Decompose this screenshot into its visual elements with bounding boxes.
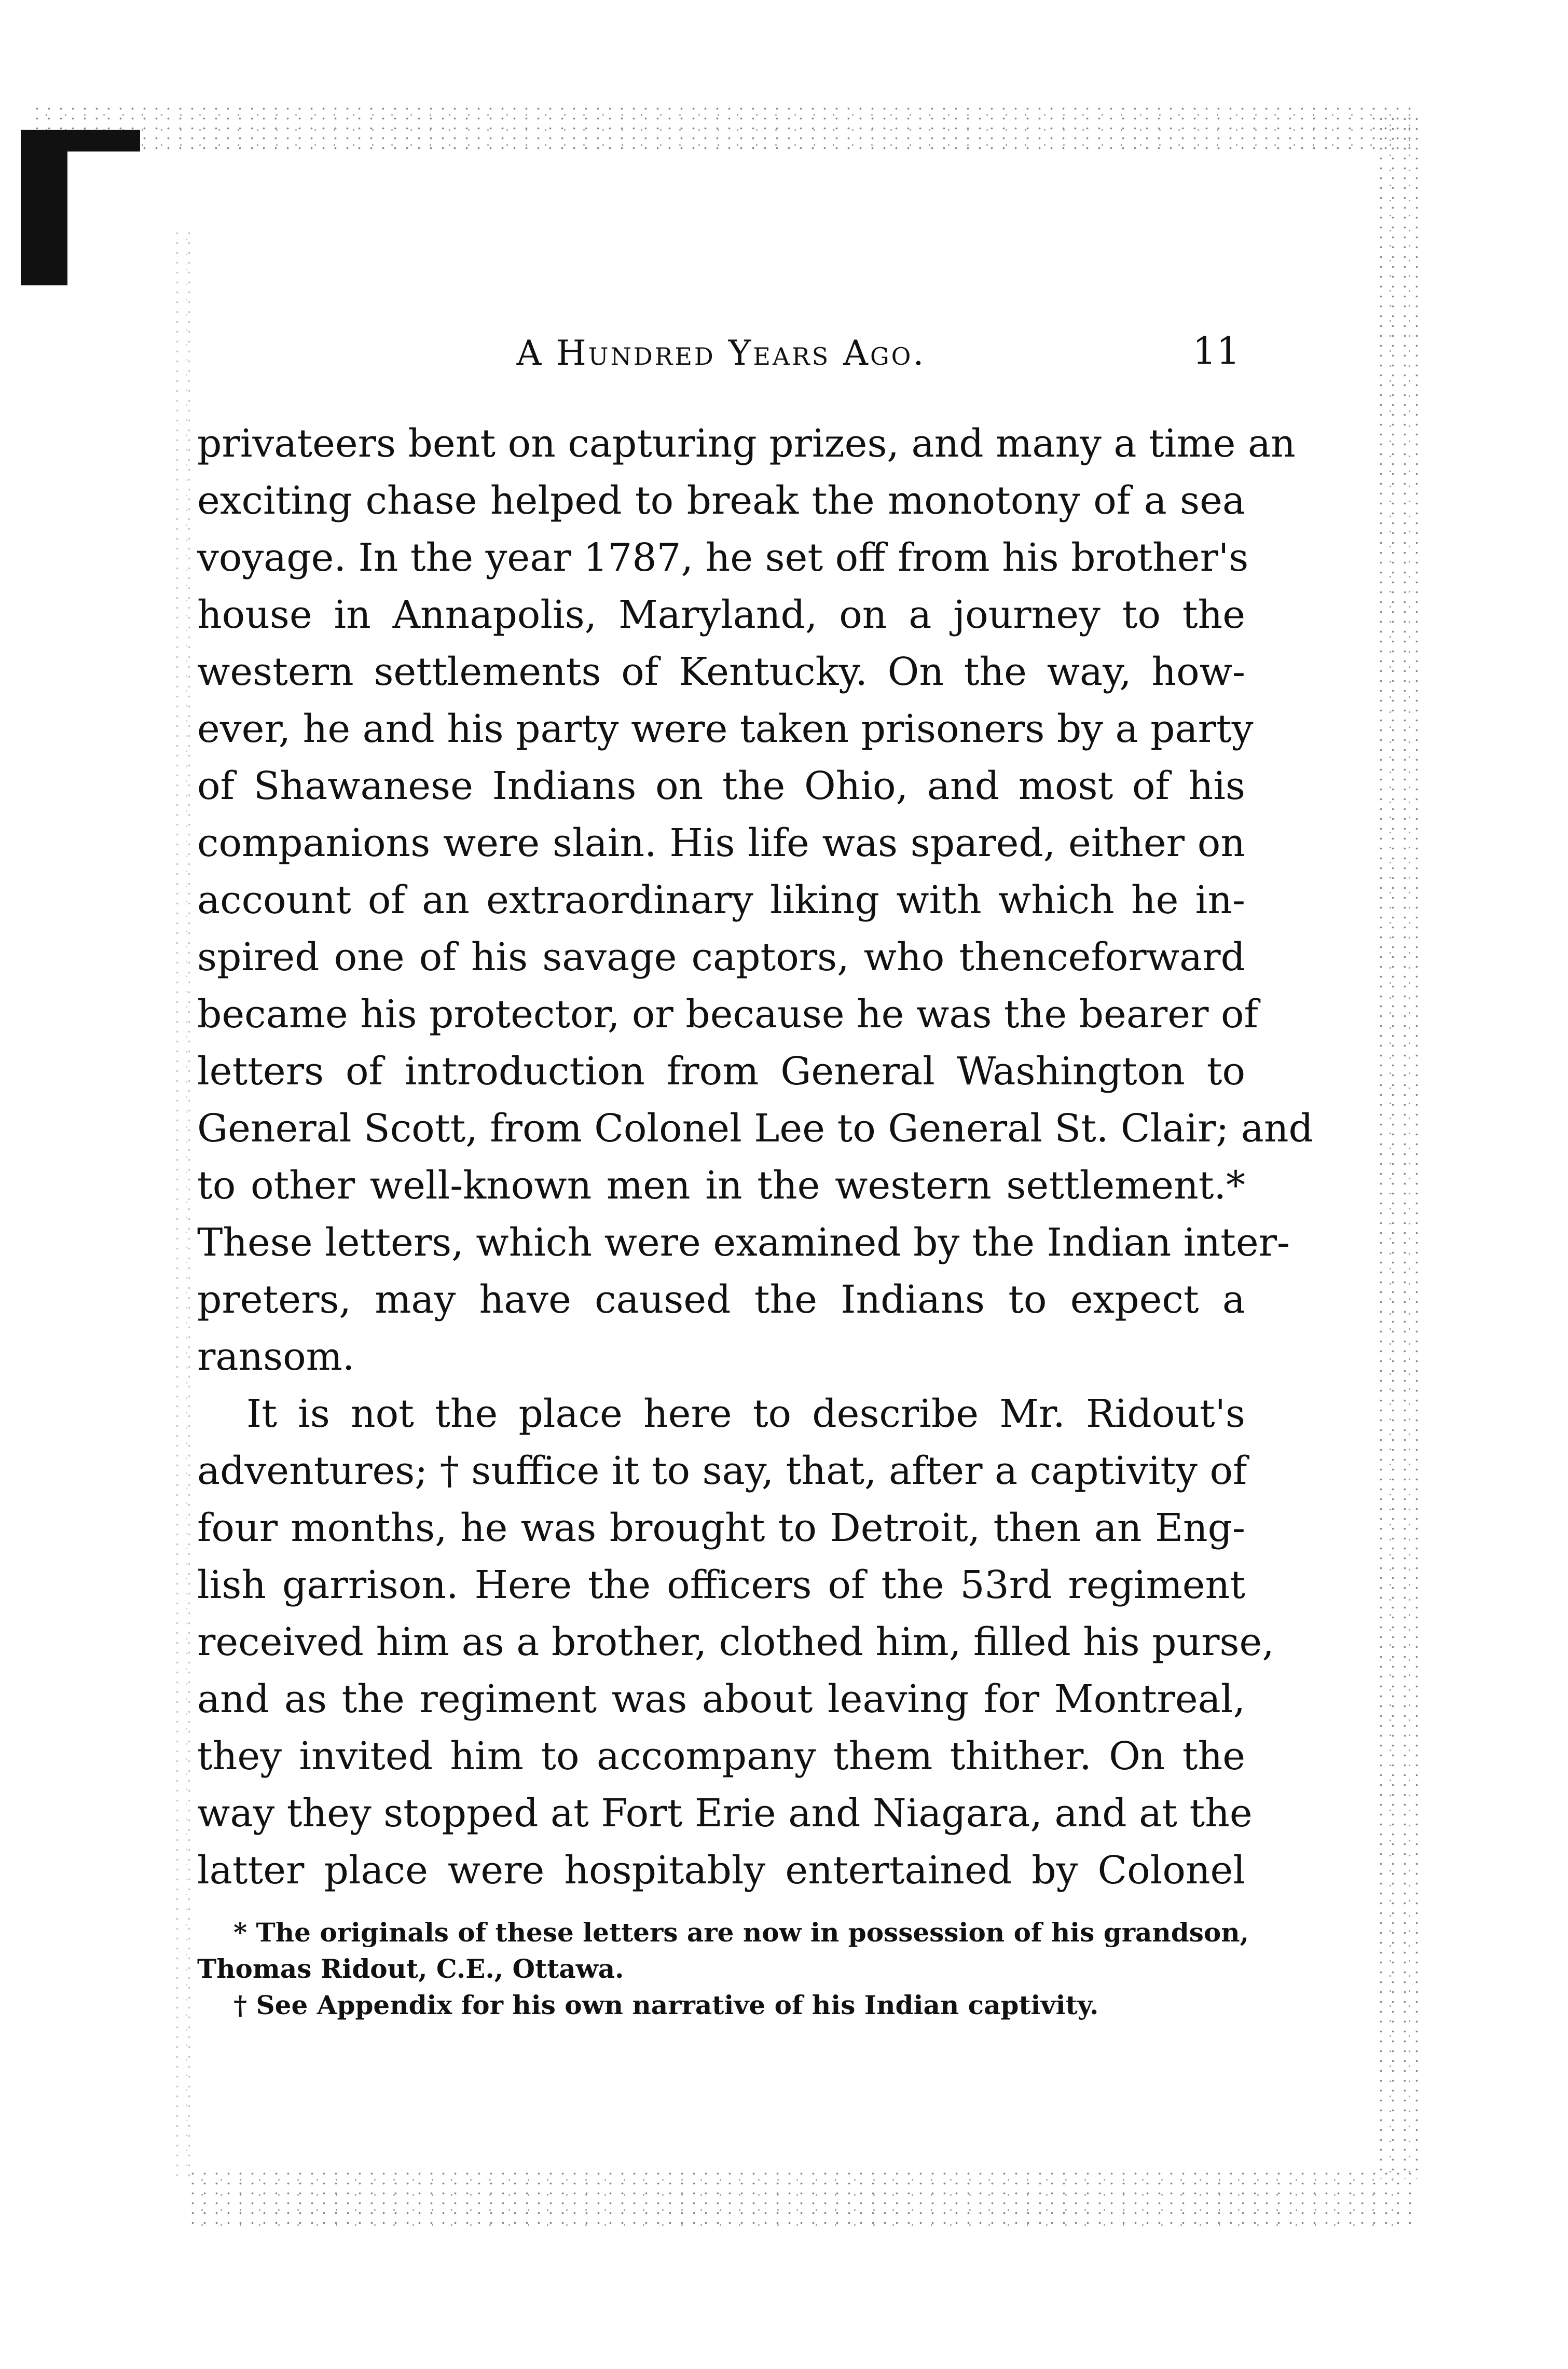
scan-border-bottom <box>187 2169 1411 2226</box>
page-header <box>197 318 1245 375</box>
text-line: General Scott, from Colonel Lee to General St. Clair; and <box>197 1106 1313 1151</box>
text-line: four months, he was brought to Detroit, then an Eng- <box>197 1506 1245 1550</box>
text-line: preters, may have caused the Indians to expect a <box>197 1277 1245 1322</box>
page-number: 11 <box>1192 329 1240 373</box>
footnote-asterisk: * The originals of these letters are now in possession of his grandson, <box>233 1917 1249 1948</box>
paragraph-end-line: ransom. <box>197 1334 355 1379</box>
text-line: they invited him to accompany them thither. On the <box>197 1734 1245 1779</box>
paragraph-start-line: It is not the place here to describe Mr. Ridout's <box>246 1392 1245 1436</box>
text-line: These letters, which were examined by the Indian inter- <box>197 1220 1290 1265</box>
text-line: letters of introduction from General Washington to <box>197 1049 1245 1094</box>
footnotes <box>197 1915 1249 2023</box>
text-line: account of an extraordinary liking with which he in- <box>197 878 1245 922</box>
scan-border-left <box>171 228 192 2179</box>
text-line: exciting chase helped to break the monotony of a sea <box>197 478 1245 523</box>
text-line: companions were slain. His life was spared, either on <box>197 821 1245 865</box>
text-line: and as the regiment was about leaving for Montreal, <box>197 1677 1245 1721</box>
corner-bracket-mark <box>21 130 67 285</box>
footnote-asterisk-continued: Thomas Ridout, C.E., Ottawa. <box>197 1953 624 1984</box>
text-line: of Shawanese Indians on the Ohio, and most of his <box>197 764 1245 808</box>
text-line: received him as a brother, clothed him, filled his purse, <box>197 1620 1274 1664</box>
body-text <box>197 415 1313 1899</box>
scan-border-right <box>1375 114 1422 2179</box>
text-line: adventures; † suffice it to say, that, after a captivity of <box>197 1449 1247 1493</box>
text-line: house in Annapolis, Maryland, on a journey to the <box>197 593 1245 637</box>
text-line: ever, he and his party were taken prisoners by a party <box>197 707 1254 751</box>
footnote-dagger: † See Appendix for his own narrative of his Indian captivity. <box>233 1990 1099 2020</box>
scan-border-top <box>31 104 1411 150</box>
text-line: became his protector, or because he was the bearer of <box>197 992 1258 1037</box>
text-line: to other well-known men in the western settlement.* <box>197 1163 1245 1208</box>
text-line: privateers bent on capturing prizes, and many a time an <box>197 421 1296 466</box>
text-line: spired one of his savage captors, who thenceforward <box>197 935 1245 980</box>
text-line: western settlements of Kentucky. On the way, how- <box>197 650 1245 694</box>
text-line: lish garrison. Here the officers of the 53rd regiment <box>197 1563 1245 1607</box>
text-line: latter place were hospitably entertained by Colonel <box>197 1848 1245 1893</box>
running-title: A Hundred Years Ago. <box>516 333 926 373</box>
text-line: way they stopped at Fort Erie and Niagara, and at the <box>197 1791 1253 1836</box>
text-line: voyage. In the year 1787, he set off from his brother's <box>197 535 1249 580</box>
